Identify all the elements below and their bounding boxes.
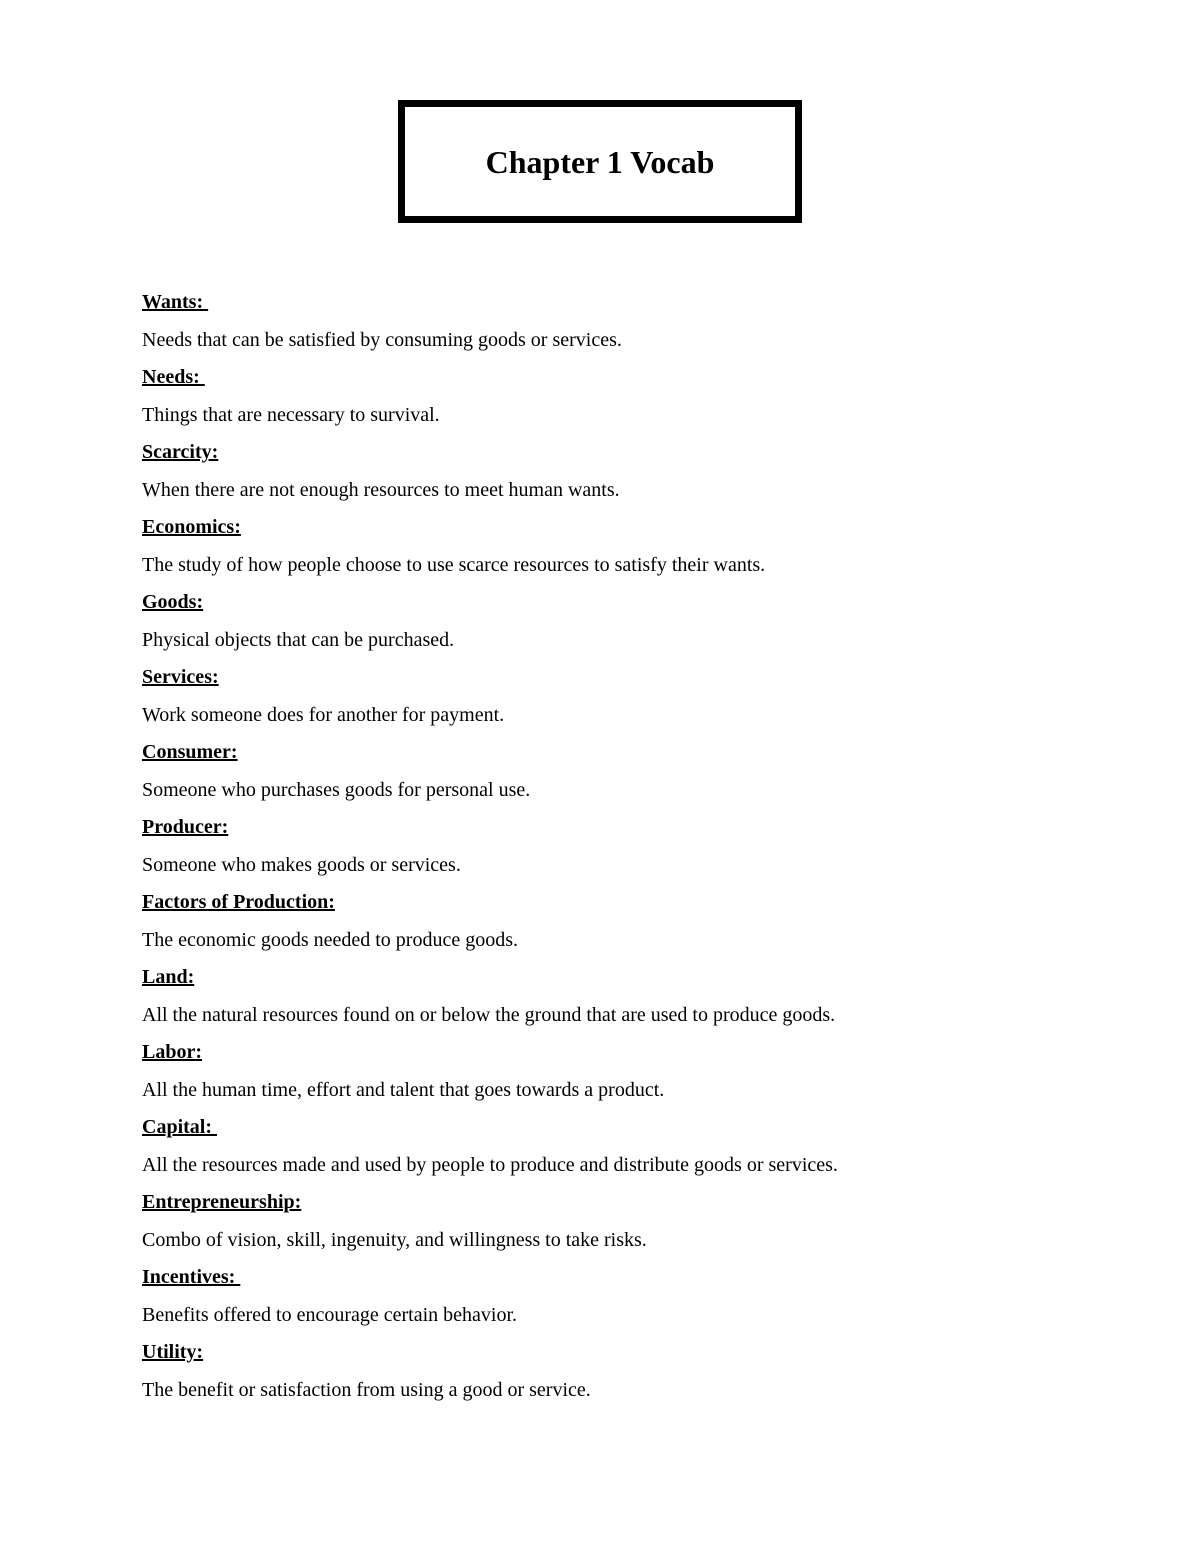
vocab-term: Labor: [142,1041,202,1063]
vocab-definition: Benefits offered to encourage certain behavior. [142,1303,518,1326]
vocab-definition: Combo of vision, skill, ingenuity, and willingness to take risks. [142,1228,647,1251]
vocab-term: Capital: [142,1116,217,1138]
vocab-entry-capital [142,1109,1102,1184]
vocab-entry-economics [142,509,1102,584]
vocab-definition: Needs that can be satisfied by consuming goods or services. [142,328,622,351]
title-box [398,100,802,223]
vocab-entry-consumer [142,734,1102,809]
vocab-entry-needs [142,359,1102,434]
vocab-definition: Things that are necessary to survival. [142,403,440,426]
vocab-term: Wants: [142,291,209,313]
page-title: Chapter 1 Vocab [485,143,715,180]
vocab-entry-utility [142,1334,1102,1409]
vocab-entry-services [142,659,1102,734]
vocab-term: Economics: [142,516,241,538]
vocab-term: Factors of Production: [142,891,335,913]
vocab-list [142,284,1102,1409]
vocab-term: Consumer: [142,741,238,763]
vocab-definition: All the natural resources found on or below the ground that are used to produce goods. [142,1003,836,1026]
vocab-definition: The benefit or satisfaction from using a good or service. [142,1378,591,1401]
vocab-entry-goods [142,584,1102,659]
vocab-definition: Work someone does for another for payment. [142,703,505,726]
vocab-term: Entrepreneurship: [142,1191,302,1213]
vocab-entry-entrepreneurship [142,1184,1102,1259]
vocab-definition: All the human time, effort and talent that goes towards a product. [142,1078,665,1101]
vocab-definition: The economic goods needed to produce goods. [142,928,519,951]
vocab-term: Utility: [142,1341,204,1363]
vocab-entry-producer [142,809,1102,884]
vocab-definition: All the resources made and used by people to produce and distribute goods or services. [142,1153,838,1176]
vocab-entry-labor [142,1034,1102,1109]
vocab-term: Land: [142,966,195,988]
vocab-term: Needs: [142,366,205,388]
vocab-entry-land [142,959,1102,1034]
vocab-term: Scarcity: [142,441,219,463]
vocab-definition: When there are not enough resources to meet human wants. [142,478,620,501]
vocab-definition: Someone who purchases goods for personal use. [142,778,531,801]
vocab-term: Incentives: [142,1266,241,1288]
vocab-entry-scarcity [142,434,1102,509]
vocab-term: Producer: [142,816,229,838]
vocab-definition: The study of how people choose to use scarce resources to satisfy their wants. [142,553,766,576]
vocab-definition: Someone who makes goods or services. [142,853,461,876]
vocab-entry-incentives [142,1259,1102,1334]
vocab-term: Goods: [142,591,204,613]
vocab-term: Services: [142,666,219,688]
vocab-entry-factors-of-production [142,884,1102,959]
vocab-entry-wants [142,284,1102,359]
vocab-definition: Physical objects that can be purchased. [142,628,455,651]
